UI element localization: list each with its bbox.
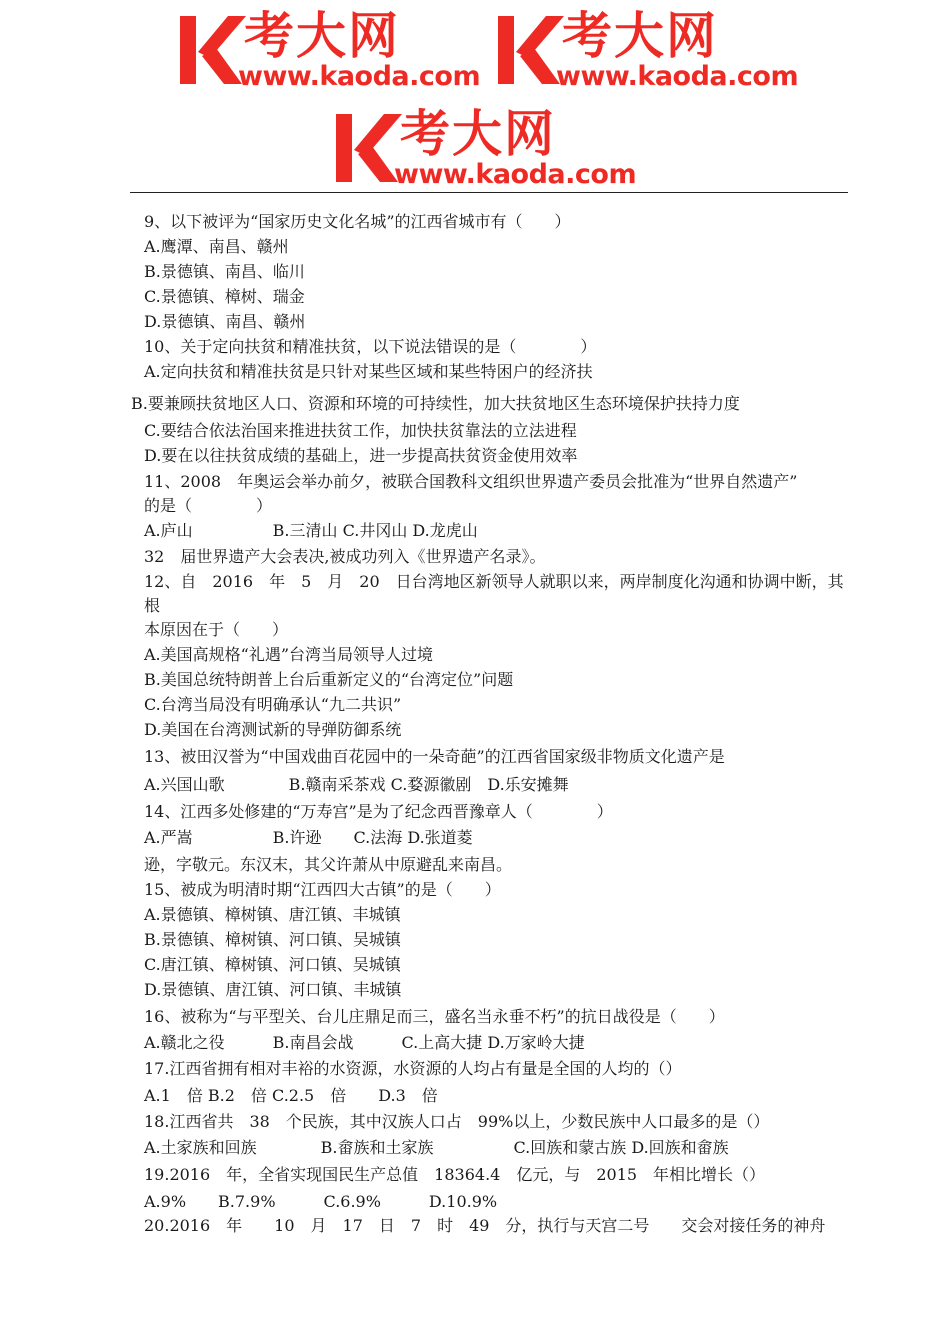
option-d: D.景德镇、唐江镇、河口镇、丰城镇 [144,980,402,999]
option-d: D.要在以往扶贫成绩的基础上，进一步提高扶贫资金使用效率 [144,446,578,465]
option-c: C.要结合依法治国来推进扶贫工作，加快扶贫靠法的立法进程 [144,421,577,440]
options-row: A.庐山 B.三清山 C.井冈山 D.龙虎山 [144,521,478,540]
question-12: 12、自 2016 年 5 月 20 日台湾地区新领导人就职以来，两岸制度化沟通和协调中断，其 [144,572,844,591]
option-b: B.景德镇、南昌、临川 [144,262,305,281]
option-c: C.景德镇、樟树、瑞金 [144,287,305,306]
options-row: A.土家族和回族 B.畲族和土家族 C.回族和蒙古族 D.回族和畲族 [144,1138,729,1157]
note-text: 32 届世界遗产大会表决,被成功列入《世界遗产名录》。 [144,547,546,566]
question-9: 9、以下被评为“国家历史文化名城”的江西省城市有（ ） [144,212,571,231]
question-18: 18.江西省共 38 个民族，其中汉族人口占 99%以上，少数民族中人口最多的是（） [144,1112,770,1131]
option-b: B.景德镇、樟树镇、河口镇、吴城镇 [144,930,401,949]
option-d: D.景德镇、南昌、赣州 [144,312,306,331]
options-row: A.1 倍 B.2 倍 C.2.5 倍 D.3 倍 [144,1086,438,1105]
note-text: 逊，字敬元。东汉末，其父许萧从中原避乱来南昌。 [144,855,513,874]
question-14: 14、江西多处修建的“万寿宫”是为了纪念西晋豫章人（ ） [144,802,613,821]
logo-text: 考大网 [562,7,718,65]
option-a: A.美国高规格“礼遇”台湾当局领导人过境 [144,645,434,664]
question-12-cont: 根 [144,596,161,615]
option-a: A.景德镇、樟树镇、唐江镇、丰城镇 [144,905,401,924]
logo-url[interactable]: www.kaoda.com [394,159,637,190]
question-11-cont: 的是（ ） [144,496,273,515]
option-d: D.美国在台湾测试新的导弹防御系统 [144,720,402,739]
option-b: B.美国总统特朗普上台后重新定义的“台湾定位”问题 [144,670,514,689]
options-row: A.9% B.7.9% C.6.9% D.10.9% [144,1192,498,1211]
question-20: 20.2016 年 10 月 17 日 7 时 49 分，执行与天宫二号 交会对接任务的神舟 [144,1216,826,1235]
option-a: A.鹰潭、南昌、赣州 [144,237,289,256]
option-c: C.台湾当局没有明确承认“九二共识” [144,695,402,714]
options-row: A.兴国山歌 B.赣南采茶戏 C.婺源徽剧 D.乐安摊舞 [144,775,569,794]
logo-text: 考大网 [244,7,400,65]
logo-text: 考大网 [400,105,556,163]
question-15: 15、被成为明清时期“江西四大古镇”的是（ ） [144,880,501,899]
question-16: 16、被称为“与平型关、台儿庄鼎足而三，盛名当永垂不朽”的抗日战役是（ ） [144,1007,725,1026]
header-divider [130,192,848,193]
question-10: 10、关于定向扶贫和精准扶贫，以下说法错误的是（ ） [144,337,597,356]
question-19: 19.2016 年，全省实现国民生产总值 18364.4 亿元，与 2015 年相比增长（） [144,1165,766,1184]
logo-url[interactable]: www.kaoda.com [556,61,799,92]
question-17: 17.江西省拥有相对丰裕的水资源，水资源的人均占有量是全国的人均的（） [144,1059,682,1078]
options-row: A.严嵩 B.许逊 C.法海 D.张道菱 [144,828,473,847]
question-13: 13、被田汉誉为“中国戏曲百花园中的一朵奇葩”的江西省国家级非物质文化遗产是 [144,747,725,766]
option-b: B.要兼顾扶贫地区人口、资源和环境的可持续性，加大扶贫地区生态环境保护扶持力度 [131,394,740,413]
question-12-cont: 本原因在于（ ） [144,620,289,639]
logo-url[interactable]: www.kaoda.com [238,61,481,92]
option-c: C.唐江镇、樟树镇、河口镇、吴城镇 [144,955,401,974]
question-11: 11、2008 年奥运会举办前夕，被联合国教科文组织世界遗产委员会批准为“世界自然遗产” [144,472,798,491]
options-row: A.赣北之役 B.南昌会战 C.上高大捷 D.万家岭大捷 [144,1033,585,1052]
option-a: A.定向扶贫和精准扶贫是只针对某些区域和某些特困户的经济扶 [144,362,593,381]
